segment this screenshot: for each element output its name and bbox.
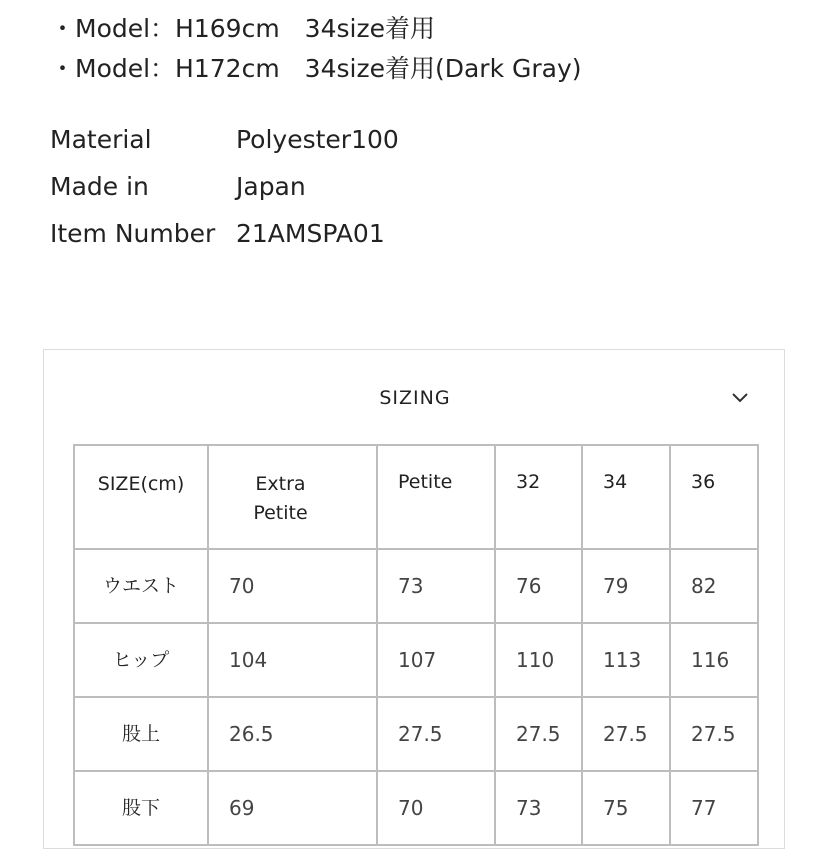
table-cell: 70 <box>208 549 377 623</box>
row-label: ウエスト <box>74 549 208 623</box>
table-cell: 73 <box>377 549 495 623</box>
spec-label-item-number: Item Number <box>50 219 216 248</box>
table-cell: 110 <box>495 623 582 697</box>
size-table <box>73 444 759 846</box>
column-header: SIZE(cm) <box>74 445 208 549</box>
table-cell: 70 <box>377 771 495 845</box>
column-header: 32 <box>495 445 582 549</box>
table-cell: 27.5 <box>670 697 758 771</box>
table-cell: 104 <box>208 623 377 697</box>
table-cell: 107 <box>377 623 495 697</box>
table-cell: 76 <box>495 549 582 623</box>
sizing-title[interactable]: SIZING <box>379 387 451 409</box>
table-row <box>74 697 758 771</box>
model-line: ・Model：H172cm 34size着用(Dark Gray) <box>50 54 582 83</box>
spec-value-item-number: 21AMSPA01 <box>236 219 385 248</box>
table-cell: 116 <box>670 623 758 697</box>
table-cell: 77 <box>670 771 758 845</box>
model-line: ・Model：H169cm 34size着用 <box>50 14 435 43</box>
table-cell: 75 <box>582 771 670 845</box>
table-cell: 82 <box>670 549 758 623</box>
column-header: Extra Petite <box>208 445 377 549</box>
spec-value-material: Polyester100 <box>236 125 399 154</box>
table-cell: 26.5 <box>208 697 377 771</box>
row-label: ヒップ <box>74 623 208 697</box>
spec-value-made-in: Japan <box>236 172 306 201</box>
table-header-row <box>74 445 758 549</box>
spec-label-material: Material <box>50 125 152 154</box>
spec-label-made-in: Made in <box>50 172 149 201</box>
table-cell: 27.5 <box>377 697 495 771</box>
table-cell: 73 <box>495 771 582 845</box>
row-label: 股上 <box>74 697 208 771</box>
table-cell: 27.5 <box>582 697 670 771</box>
chevron-down-icon[interactable] <box>728 386 752 410</box>
column-header: Petite <box>377 445 495 549</box>
table-cell: 69 <box>208 771 377 845</box>
column-header: 34 <box>582 445 670 549</box>
table-cell: 113 <box>582 623 670 697</box>
table-cell: 27.5 <box>495 697 582 771</box>
table-cell: 79 <box>582 549 670 623</box>
table-row <box>74 549 758 623</box>
table-row <box>74 623 758 697</box>
table-row <box>74 771 758 845</box>
column-header: 36 <box>670 445 758 549</box>
row-label: 股下 <box>74 771 208 845</box>
